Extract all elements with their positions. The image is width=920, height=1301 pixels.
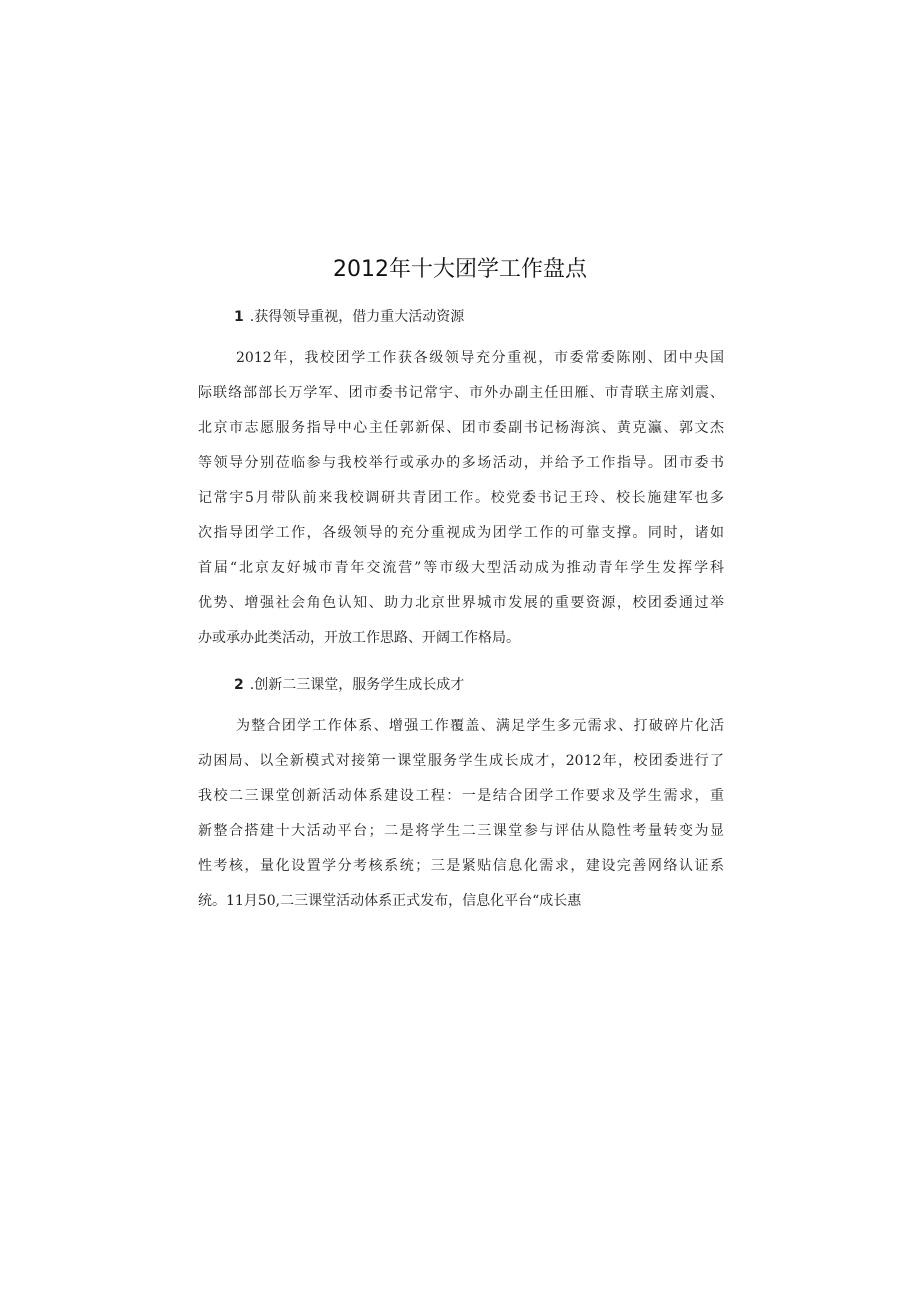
paragraph-line: 我校二三课堂创新活动体系建设工程：一是结合团学工作要求及学生需求，重 bbox=[198, 788, 724, 804]
section-heading-text-1: .获得领导重视，借力重大活动资源 bbox=[249, 309, 465, 325]
paragraph-line: 记常宇5月带队前来我校调研共青团工作。校党委书记王玲、校长施建军也多 bbox=[198, 490, 724, 506]
section-heading-2 bbox=[234, 674, 464, 694]
section-number-1: 1 bbox=[234, 309, 244, 325]
paragraph-line: 性考核，量化设置学分考核系统；三是紧贴信息化需求，建设完善网络认证系 bbox=[198, 858, 724, 874]
section-number-2: 2 bbox=[234, 677, 244, 693]
paragraph-line: 为整合团学工作体系、增强工作覆盖、满足学生多元需求、打破碎片化活 bbox=[236, 718, 724, 734]
paragraph-line: 北京市志愿服务指导中心主任郭新保、团市委副书记杨海滨、黄克瀛、郭文杰 bbox=[198, 420, 724, 436]
paragraph-line: 优势、增强社会角色认知、助力北京世界城市发展的重要资源，校团委通过举 bbox=[198, 595, 724, 611]
paragraph-line: 首届“北京友好城市青年交流营”等市级大型活动成为推动青年学生发挥学科 bbox=[198, 560, 724, 576]
paragraph-line: 新整合搭建十大活动平台；二是将学生二三课堂参与评估从隐性考量转变为显 bbox=[198, 823, 724, 839]
paragraph-line: 动困局、以全新模式对接第一课堂服务学生成长成才，2012年，校团委进行了 bbox=[198, 753, 724, 769]
section-heading-1 bbox=[234, 306, 464, 326]
page-title: 2012年十大团学工作盘点 bbox=[333, 257, 587, 282]
paragraph-line: 次指导团学工作，各级领导的充分重视成为团学工作的可靠支撑。同时，诸如 bbox=[198, 525, 724, 541]
section-heading-text-2: .创新二三课堂，服务学生成长成才 bbox=[249, 677, 465, 693]
paragraph-line: 统。11月50,二三课堂活动体系正式发布，信息化平台“成长惠 bbox=[198, 893, 582, 909]
paragraph-line: 际联络部部长万学军、团市委书记常宇、市外办副主任田雁、市青联主席刘震、 bbox=[198, 385, 724, 401]
paragraph-line: 2012年，我校团学工作获各级领导充分重视，市委常委陈刚、团中央国 bbox=[236, 350, 724, 366]
paragraph-line: 办或承办此类活动，开放工作思路、开阔工作格局。 bbox=[198, 630, 520, 646]
paragraph-line: 等领导分别莅临参与我校举行或承办的多场活动，并给予工作指导。团市委书 bbox=[198, 455, 724, 471]
